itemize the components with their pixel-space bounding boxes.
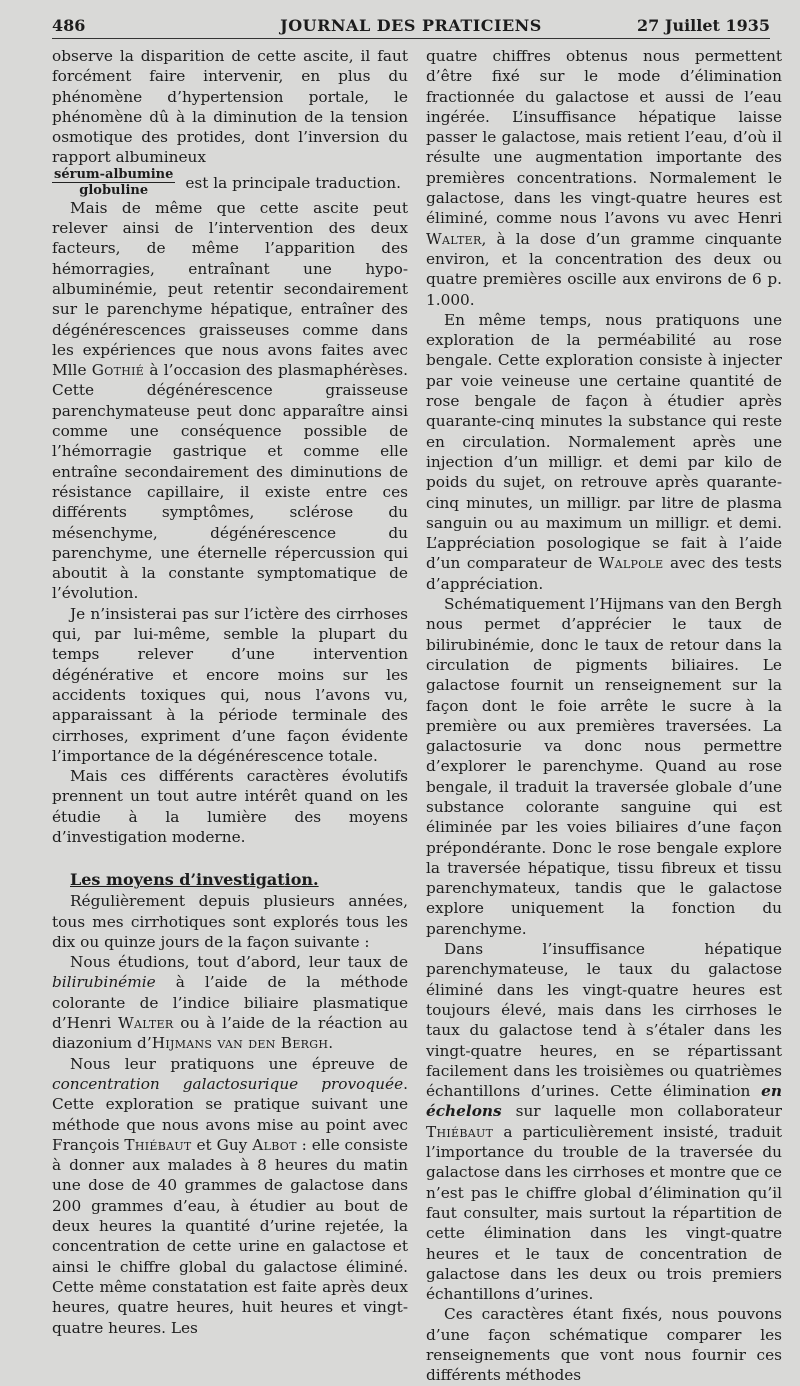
paragraph: Nous leur pratiquons une épreuve de concentration galactosurique provoquée. Cette exploration se pratique suivant une méthode que nous avons mise au point avec François Thiébaut et Guy Albot : elle consiste à donner aux malades à 8 heures du matin une dose de 40 grammes de galactose dans 200 grammes d’eau, à étudier au bout de deux heures la quantité d’urine rejetée, la concentration de cette urine en galactose et ainsi le chiffre global du galactose éliminé. Cette même constatation est faite après deux heures, quatre heures, huit heures et vingt-quatre heures. Les — [52, 1054, 408, 1337]
italic-term: bilirubinémie — [52, 973, 156, 992]
author-name: Walter — [426, 229, 482, 248]
paragraph: Je n’insisterai pas sur l’ictère des cirrhoses qui, par lui-même, semble la plupart du temps relever d’une intervention dégénérative et encore moins sur les accidents toxiques qui, nous l’avons vu, apparaissant à la période terminale des cirrhoses, expriment d’une façon évidente l’importance de la dégénérescence totale. — [52, 604, 408, 765]
italic-term: concentration galactosurique provoquée — [52, 1074, 404, 1093]
paragraph: Régulièrement depuis plusieurs années, tous mes cirrhotiques sont explorés tous les dix ou quinze jours de la façon suivante : — [52, 892, 408, 951]
paragraph: Mais de même que cette ascite peut relever ainsi de l’intervention des deux facteurs, de même l’apparition des hémorragies, entraînant une hypoalbuminémie, peut retentir secondairement sur le parenchyme hépatique, entraîner des dégénérescences graisseuses comme dans les expériences que nous avons faites avec Mlle Gothié à l’occasion des plasmaphérèses. Cette dégénérescence graisseuse parenchymateuse peut donc apparaître ainsi comme une conséquence possible de l’hémorragie gastrique et comme elle entraîne secondairement des diminutions de résistance capillaire, il existe entre ces différents symptômes, sclérose du mésenchyme, dégénérescence du parenchyme, une éternelle répercussion qui aboutit à la constante symptomatique de l’évolution. — [52, 198, 408, 603]
paragraph: Ces caractères étant fixés, nous pouvons d’une façon schématique comparer les renseignements que vont nous fournir ces différents méthodes — [426, 1305, 782, 1385]
fraction-numerator: sérum-albumine — [54, 166, 174, 182]
issue-date: 27 Juillet 1935 — [637, 16, 770, 35]
section-heading: Les moyens d’investigation. — [70, 870, 319, 890]
paragraph: En même temps, nous pratiquons une exploration de la perméabilité au rose bengale. Cette exploration consiste à injecter par voie veineuse une certaine quantité de rose bengale de façon à étudier après quarante-cinq minutes la substance qui reste en circulation. Normalement après une injection d’un milligr. et demi par kilo de poids du sujet, on retrouve après quarante-cinq minutes, un milligr. par litre de plasma sanguin ou au maximum un milligr. et demi. L’appréciation posologique se fait à l’aide d’un comparateur de Walpole avec des tests d’appréciation. — [426, 310, 782, 593]
fraction — [52, 168, 175, 198]
left-column — [52, 46, 408, 1338]
author-name: Walpole — [598, 554, 664, 573]
running-header — [52, 10, 770, 39]
paragraph: observe la disparition de cette ascite, il faut forcément faire intervenir, en plus du phénomène d’hypertension portale, le phénomène dû à la diminution de la tension osmotique des protides, dont l’inversion du rapport albumineux — [52, 47, 408, 167]
fraction-denominator: globuline — [79, 182, 149, 198]
page-number: 486 — [52, 16, 86, 35]
author-name: Thiébaut — [124, 1135, 192, 1154]
fraction-caption: est la principale traduction. — [185, 173, 401, 192]
italic-term: en échelons — [426, 1082, 782, 1121]
author-name: Hijmans van den Bergh — [151, 1034, 329, 1053]
paragraph: Nous étudions, tout d’abord, leur taux de bilirubinémie à l’aide de la méthode colorante de l’indice biliaire plasmatique d’Henri Walter ou à l’aide de la réaction au diazonium d’Hijmans van den Bergh. — [52, 953, 408, 1053]
albumin-ratio — [52, 168, 408, 198]
paragraph: quatre chiffres obtenus nous permettent d’être fixé sur le mode d’élimination fractionnée du galactose et aussi de l’eau ingérée. L’insuffisance hépatique laisse passer le galactose, mais retient l’eau, d’où il résulte une augmentation importante des premières concentrations. Normalement le galactose, dans les vingt-quatre heures est éliminé, comme nous l’avons vu avec Henri Walter, à la dose d’un gramme cinquante environ, et la concentration des deux ou quatre premières oscille aux environs de 6 p. 1.000. — [426, 47, 782, 309]
author-name: Thiébaut — [426, 1122, 494, 1141]
author-name: Gothié — [91, 361, 145, 380]
paragraph: Schématiquement l’Hijmans van den Bergh nous permet d’apprécier le taux de bilirubinémie, donc le taux de retour dans la circulation de pigments biliaires. Le galactose fournit un renseignement sur la façon dont le foie arrête le sucre à la première ou aux premières traversées. La galactosurie va donc nous permettre d’explorer le parenchyme. Quand au rose bengale, il traduit la traversée globale d’une substance colorante sanguine qui est éliminée par les voies biliaires d’une façon prépondérante. Donc le rose bengale explore la traversée hépatique, tissu fibreux et tissu parenchymateux, tandis que le galactose explore uniquement la fonction du parenchyme. — [426, 595, 782, 938]
journal-title: JOURNAL DES PRATICIENS — [280, 16, 542, 35]
right-column — [426, 46, 782, 1386]
paragraph: Dans l’insuffisance hépatique parenchymateuse, le taux du galactose éliminé dans les vingt-quatre heures est toujours élevé, mais dans les cirrhoses le taux du galactose tend à s’étaler dans les vingt-quatre heures, en se répartissant facilement dans les troisièmes ou quatrièmes échantillons d’urines. Cette élimination en échelons sur laquelle mon collaborateur Thiébaut a particulièrement insisté, traduit l’importance du trouble de la traversée du galactose dans les cirrhoses et montre que ce n’est pas le chiffre global d’élimination qu’il faut consulter, mais surtout la répartition de cette élimination dans les vingt-quatre heures et le taux de concentration de galactose dans les deux ou trois premiers échantillons d’urines. — [426, 940, 782, 1304]
author-name: Albot — [252, 1135, 297, 1154]
author-name: Walter — [117, 1014, 174, 1033]
paragraph: Mais ces différents caractères évolutifs prennent un tout autre intérêt quand on les étudie à la lumière des moyens d’investigation moderne. — [52, 767, 408, 846]
